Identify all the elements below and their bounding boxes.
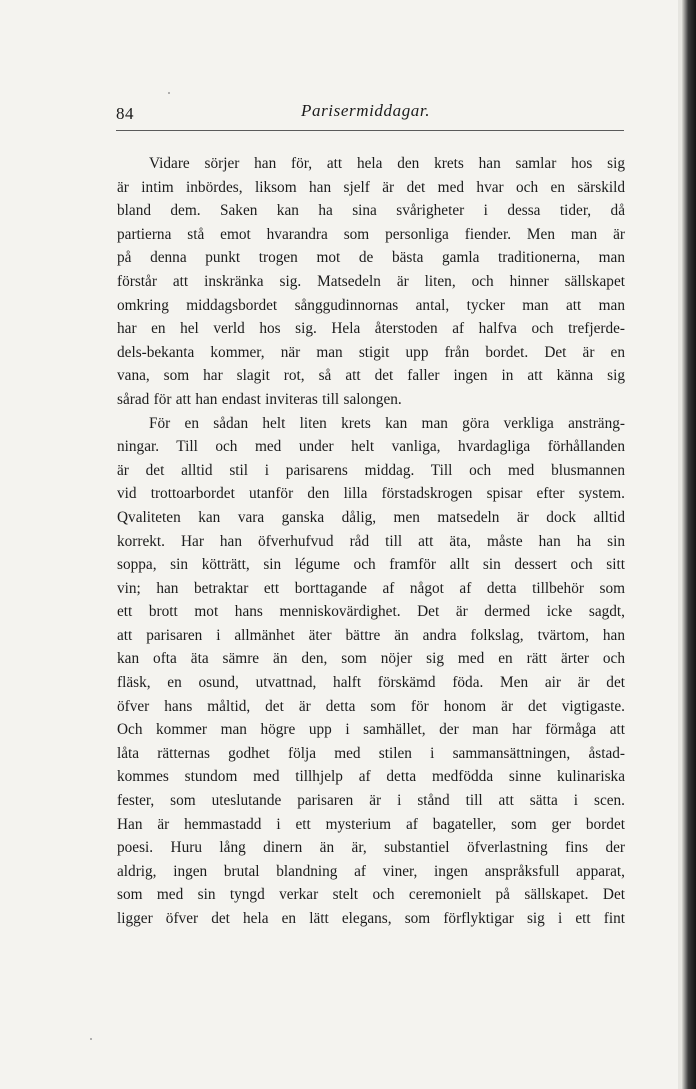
text-line: fester, som uteslutande parisaren är i stånd till att sätta i scen. — [117, 792, 625, 810]
paragraph-1 — [117, 152, 625, 412]
text-line: fläsk, en osund, utvattnad, halft förskämd föda. Men air är det — [117, 674, 625, 692]
text-line: omkring middagsbordet sånggudinnornas antal, tycker man att man — [117, 296, 625, 314]
text-line: korrekt. Har han öfverhufvud råd till att äta, måste han ha sin — [117, 532, 625, 550]
text-line: som med sin tyngd verkar stelt och ceremonielt på sällskapet. Det — [117, 886, 625, 904]
text-line: ligger öfver det hela en lätt elegans, som förflyktigar sig i ett fint — [117, 910, 625, 927]
text-line: För en sådan helt liten krets kan man göra verkliga ansträng- — [149, 414, 625, 432]
text-line: Vidare sörjer han för, att hela den krets han samlar hos sig — [149, 155, 625, 172]
text-line: låta rätternas godhet följa med stilen i sammansättningen, åstad- — [117, 744, 625, 762]
text-line: förstår att inskränka sig. Matsedeln är liten, och hinner sällskapet — [117, 272, 625, 290]
text-line: har en hel verld hos sig. Hela återstoden af halfva och trefjerde- — [117, 320, 625, 338]
text-line: soppa, sin kötträtt, sin légume och framför allt sin dessert och sitt — [117, 556, 625, 574]
page-number: 84 — [116, 104, 134, 123]
text-line: öfver hans måltid, det är detta som för honom är det vigtigaste. — [117, 697, 625, 715]
text-line: dels-bekanta kommer, när man stigit upp från bordet. Det är en — [117, 343, 625, 361]
text-line: att parisaren i allmänhet äter bättre än andra folkslag, tvärtom, han — [117, 626, 625, 644]
text-line: poesi. Huru lång dinern än är, substantiel öfverlastning fins der — [117, 839, 625, 857]
text-line: kommes stundom med tillhjelp af detta medfödda sinne kulinariska — [117, 768, 625, 786]
paragraph-2 — [117, 412, 625, 931]
text-line: Och kommer man högre upp i samhället, der man har förmåga att — [117, 721, 625, 739]
paper-speck — [168, 92, 170, 94]
page-header — [116, 101, 624, 130]
text-line: partierna stå emot hvarandra som personliga fiender. Men man är — [117, 225, 625, 243]
text-line: kan ofta äta sämre än den, som nöjer sig med en rätt ärter och — [117, 650, 625, 668]
text-line: Han är hemmastadd i ett mysterium af bagateller, som ger bordet — [117, 815, 625, 833]
text-line: är det alltid stil i parisarens middag. Till och med blusmannen — [117, 461, 625, 479]
text-line: Qvaliteten kan vara ganska dålig, men matsedeln är dock alltid — [117, 508, 625, 526]
running-title: Parisermiddagar. — [301, 101, 431, 120]
text-line: aldrig, ingen brutal blandning af viner, ingen anspråksfull apparat, — [117, 862, 625, 880]
text-line: är intim inbördes, liksom han sjelf är det med hvar och en särskild — [117, 178, 625, 196]
text-line: vana, som har slagit rot, så att det faller ingen in att känna sig — [117, 367, 625, 385]
text-line: sårad för att han endast inviteras till salongen. — [117, 390, 402, 408]
text-line: på denna punkt trogen mot de bästa gamla traditionerna, man — [117, 249, 625, 267]
text-line: ningar. Till och med under helt vanliga, hvardagliga förhållanden — [117, 438, 625, 456]
text-line: ett brott mot hans menniskovärdighet. Det är dermed icke sagdt, — [117, 603, 625, 621]
text-line: vin; han betraktar ett borttagande af något af detta tillbehör som — [117, 579, 625, 597]
text-line: bland dem. Saken kan ha sina svårigheter i dessa tider, då — [117, 202, 625, 220]
body-text — [117, 152, 625, 931]
paper-speck — [90, 1038, 92, 1040]
header-rule — [116, 130, 624, 131]
page-edge-shadow — [682, 0, 696, 1089]
text-line: vid trottoarbordet utanför den lilla förstadskrogen spisar efter system. — [117, 485, 625, 503]
